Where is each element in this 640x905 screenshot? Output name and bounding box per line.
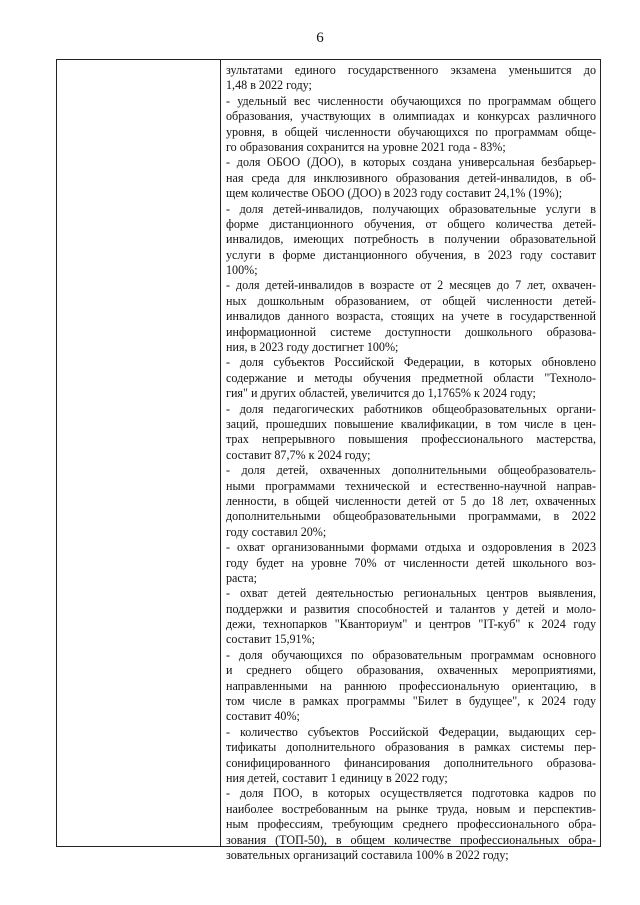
text-line: составит 15,91%; — [226, 632, 316, 647]
text-line: информационной системе доступности дошкольного образова- — [226, 324, 596, 339]
text-line: го образования сохранится на уровне 2021 года - 83%; — [226, 139, 506, 154]
text-line: ным профессиям, требующим среднего профессионального обра- — [226, 817, 596, 832]
text-line: ная среда для инклюзивного образования детей-инвалидов, в об- — [226, 170, 596, 185]
table-left-cell — [57, 60, 221, 846]
text-line: дежи, технопарков "Кванториум" и центров "IT-куб" к 2024 году — [226, 617, 596, 632]
page-number: 6 — [316, 30, 324, 46]
text-line: - доля ОБОО (ДОО), в которых создана универсальная безбарьер- — [226, 155, 596, 170]
document-table — [56, 59, 601, 862]
text-line: составит 87,7% к 2024 году; — [226, 447, 371, 462]
text-line: 100%; — [226, 263, 258, 278]
text-line: 1,48 в 2022 году; — [226, 78, 312, 93]
text-line: - доля субъектов Российской Федерации, в которых обновлено — [226, 355, 596, 370]
text-line: - доля детей-инвалидов, получающих образовательные услуги в — [226, 201, 596, 216]
text-line: дополнительными общеобразовательными программами, в 2022 — [226, 509, 596, 524]
text-line: форме дистанционного обучения, от общего количества детей- — [226, 216, 596, 231]
text-line: году будет на уровне 70% от численности детей школьного воз- — [226, 555, 596, 570]
text-line: - охват организованными формами отдыха и оздоровления в 2023 — [226, 540, 596, 555]
text-line: ленности, в общей численности детей от 5 до 18 лет, охваченных — [226, 493, 596, 508]
text-line: - доля обучающихся по образовательным программам основного — [226, 647, 596, 662]
text-line: - охват детей деятельностью региональных центров выявления, — [226, 586, 596, 601]
text-line: и среднего общего образования, охваченных мероприятиями, — [226, 663, 596, 678]
text-line: - количество субъектов Российской Федерации, выдающих сер- — [226, 724, 596, 739]
text-line: трах непрерывного повышения профессионального мастерства, — [226, 432, 596, 447]
text-line: направленными на раннюю профессиональную ориентацию, в — [226, 678, 596, 693]
text-line: инвалидов, имеющих потребность в получении образовательной — [226, 232, 596, 247]
text-line: щем количестве ОБОО (ДОО) в 2023 году составит 24,1% (19%); — [226, 186, 563, 201]
text-line: образования, участвующих в олимпиадах и конкурсах различного — [226, 109, 596, 124]
text-line: - удельный вес численности обучающихся по программам общего — [226, 93, 596, 108]
text-line: - доля детей-инвалидов в возрасте от 2 месяцев до 7 лет, охвачен- — [226, 278, 596, 293]
text-line: услуги в форме дистанционного обучения, в 2023 году составит — [226, 247, 596, 262]
text-line: заций, прошедших повышение квалификации, в том числе в цен- — [226, 416, 596, 431]
text-line: году составил 20%; — [226, 524, 327, 539]
text-line: ния детей, составит 1 единицу в 2022 году; — [226, 770, 448, 785]
text-line: ния, в 2023 году достигнет 100%; — [226, 340, 399, 355]
text-line: инвалидов данного возраста, стоящих на учете в государственной — [226, 309, 596, 324]
text-line: составит 40%; — [226, 709, 300, 724]
text-line: гия" и других областей, увеличится до 1,1765% к 2024 году; — [226, 386, 536, 401]
text-line: зультатами единого государственного экзамена уменьшится до — [226, 63, 596, 77]
text-line: - доля ПОО, в которых осуществляется подготовка кадров по — [226, 786, 596, 801]
table-right-cell — [221, 60, 600, 862]
text-line: раста; — [226, 570, 257, 585]
text-line: - доля детей, охваченных дополнительными общеобразователь- — [226, 463, 596, 478]
text-line: том числе в рамках программы "Билет в будущее", к 2024 году — [226, 694, 596, 709]
text-line: содержание и методы обучения предметной области "Техноло- — [226, 370, 596, 385]
text-line: наиболее востребованным на рынке труда, новым и перспектив- — [226, 801, 596, 816]
text-line: зовательных организаций составила 100% в 2022 году; — [226, 847, 509, 862]
text-line: - доля педагогических работников общеобразовательных органи- — [226, 401, 596, 416]
text-line: ными программами технической и естественно-научной направ- — [226, 478, 596, 493]
text-line: ных дошкольным образованием, от общей численности детей- — [226, 293, 596, 308]
text-line: уровня, в общей численности обучающихся по программам обще- — [226, 124, 596, 139]
text-line: сонифицированного финансирования дополнительного образова- — [226, 755, 596, 770]
text-line: поддержки и развития способностей и талантов у детей и моло- — [226, 601, 596, 616]
text-line: зования (ТОП-50), в общем количестве профессиональных обра- — [226, 832, 596, 847]
text-line: тификаты дополнительного образования в рамках системы пер- — [226, 740, 596, 755]
